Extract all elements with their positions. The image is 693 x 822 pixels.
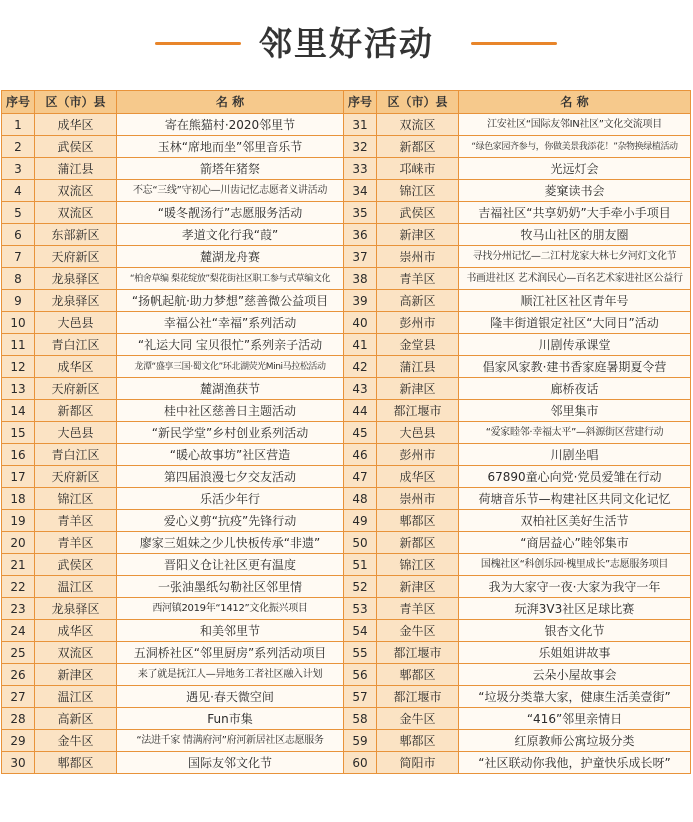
row-number: 18 — [2, 488, 35, 510]
row-district: 郫都区 — [377, 510, 459, 532]
row-district: 新津区 — [377, 224, 459, 246]
row-number: 9 — [2, 290, 35, 312]
table-row — [2, 730, 691, 752]
row-district: 温江区 — [35, 576, 117, 598]
row-number: 21 — [2, 554, 35, 576]
row-activity-name: 倡家风家教·建书香家庭暑期夏令营 — [459, 356, 691, 378]
row-activity-name: 西河镇2019年“1412”文化振兴项目 — [117, 598, 344, 620]
row-activity-name: 牧马山社区的朋友圈 — [459, 224, 691, 246]
row-number: 25 — [2, 642, 35, 664]
row-activity-name: 银杏文化节 — [459, 620, 691, 642]
row-district: 双流区 — [35, 642, 117, 664]
row-number: 36 — [344, 224, 377, 246]
table-header-row — [2, 91, 691, 114]
row-district: 高新区 — [377, 290, 459, 312]
row-district: 青白江区 — [35, 334, 117, 356]
table-row — [2, 114, 691, 136]
row-district: 青羊区 — [377, 598, 459, 620]
row-number: 23 — [2, 598, 35, 620]
row-number: 56 — [344, 664, 377, 686]
col-header-number: 序号 — [344, 91, 377, 114]
row-activity-name: “礼运大同 宝贝很忙”系列亲子活动 — [117, 334, 344, 356]
row-activity-name: 光远灯会 — [459, 158, 691, 180]
row-district: 双流区 — [377, 114, 459, 136]
row-number: 6 — [2, 224, 35, 246]
row-number: 3 — [2, 158, 35, 180]
row-activity-name: 和美邻里节 — [117, 620, 344, 642]
row-activity-name: “绿色家园齐参与，你做美景我添花！”杂物换绿植活动 — [459, 136, 691, 158]
row-district: 金牛区 — [377, 620, 459, 642]
row-number: 26 — [2, 664, 35, 686]
row-activity-name: 一张油墨纸勾勒社区邻里情 — [117, 576, 344, 598]
row-activity-name: 乐姐姐讲故事 — [459, 642, 691, 664]
row-activity-name: 吉福社区“共享奶奶”大手牵小手项目 — [459, 202, 691, 224]
row-district: 新都区 — [377, 532, 459, 554]
row-number: 38 — [344, 268, 377, 290]
page-header — [0, 0, 693, 82]
row-activity-name: 来了就是抚江人—异地务工者社区融入计划 — [117, 664, 344, 686]
row-number: 2 — [2, 136, 35, 158]
row-district: 锦江区 — [377, 554, 459, 576]
row-number: 32 — [344, 136, 377, 158]
table-row — [2, 510, 691, 532]
row-district: 天府新区 — [35, 378, 117, 400]
row-number: 52 — [344, 576, 377, 598]
row-number: 44 — [344, 400, 377, 422]
table-row — [2, 180, 691, 202]
table-row — [2, 268, 691, 290]
row-district: 青羊区 — [377, 268, 459, 290]
row-activity-name: 五洞桥社区“邻里厨房”系列活动项目 — [117, 642, 344, 664]
table-row — [2, 224, 691, 246]
row-activity-name: 国际友邻文化节 — [117, 752, 344, 774]
row-district: 都江堰市 — [377, 642, 459, 664]
row-district: 郫都区 — [35, 752, 117, 774]
row-district: 新都区 — [377, 136, 459, 158]
row-activity-name: 寄在熊猫村·2020邻里节 — [117, 114, 344, 136]
table-row — [2, 444, 691, 466]
row-activity-name: 孝道文化行我“葭” — [117, 224, 344, 246]
row-number: 54 — [344, 620, 377, 642]
row-activity-name: 幸福公社“幸福”系列活动 — [117, 312, 344, 334]
row-activity-name: 红原教师公寓垃圾分类 — [459, 730, 691, 752]
row-district: 双流区 — [35, 202, 117, 224]
row-district: 青羊区 — [35, 532, 117, 554]
row-activity-name: “社区联动你我他，护童快乐成长呀” — [459, 752, 691, 774]
row-district: 新都区 — [35, 400, 117, 422]
table-row — [2, 554, 691, 576]
row-activity-name: 我为大家守一夜·大家为我守一年 — [459, 576, 691, 598]
row-district: 武侯区 — [35, 136, 117, 158]
col-header-name: 名 称 — [459, 91, 691, 114]
row-district: 成华区 — [35, 356, 117, 378]
row-number: 30 — [2, 752, 35, 774]
row-number: 58 — [344, 708, 377, 730]
table-row — [2, 290, 691, 312]
row-number: 27 — [2, 686, 35, 708]
table-row — [2, 686, 691, 708]
row-district: 简阳市 — [377, 752, 459, 774]
row-activity-name: 菱窠读书会 — [459, 180, 691, 202]
row-activity-name: 书画进社区 艺术润民心—百名艺术家进社区公益行 — [459, 268, 691, 290]
row-activity-name: “爱家睦邻·幸福太平”—斜源街区营建行动 — [459, 422, 691, 444]
col-header-district: 区（市）县 — [377, 91, 459, 114]
row-district: 东部新区 — [35, 224, 117, 246]
row-activity-name: 龙潭“盛享三国·蜀文化”环北湖荧光Mini马拉松活动 — [117, 356, 344, 378]
row-activity-name: 麓湖龙舟赛 — [117, 246, 344, 268]
row-activity-name: “暖心故事坊”社区营造 — [117, 444, 344, 466]
row-activity-name: “暖冬靓汤行”志愿服务活动 — [117, 202, 344, 224]
row-number: 34 — [344, 180, 377, 202]
row-district: 大邑县 — [35, 312, 117, 334]
row-activity-name: 廖家三姐妹之少儿快板传承“非遗” — [117, 532, 344, 554]
row-activity-name: 隆丰街道银定社区“大同日”活动 — [459, 312, 691, 334]
row-district: 郫都区 — [377, 664, 459, 686]
table-row — [2, 400, 691, 422]
row-district: 都江堰市 — [377, 400, 459, 422]
table-row — [2, 576, 691, 598]
row-district: 大邑县 — [35, 422, 117, 444]
row-number: 45 — [344, 422, 377, 444]
col-header-number: 序号 — [2, 91, 35, 114]
row-number: 51 — [344, 554, 377, 576]
row-district: 成华区 — [35, 620, 117, 642]
row-district: 天府新区 — [35, 246, 117, 268]
activities-table — [1, 90, 691, 774]
row-number: 49 — [344, 510, 377, 532]
row-activity-name: “柏舍草编 梨花绽放”梨花街社区职工参与式草编文化 — [117, 268, 344, 290]
row-number: 47 — [344, 466, 377, 488]
row-activity-name: “新民学堂”乡村创业系列活动 — [117, 422, 344, 444]
row-number: 31 — [344, 114, 377, 136]
table-row — [2, 136, 691, 158]
row-district: 蒲江县 — [377, 356, 459, 378]
row-number: 46 — [344, 444, 377, 466]
table-row — [2, 356, 691, 378]
table-row — [2, 642, 691, 664]
row-activity-name: 邻里集市 — [459, 400, 691, 422]
table-row — [2, 488, 691, 510]
row-number: 10 — [2, 312, 35, 334]
row-activity-name: “法进千家 情满府河”府河新居社区志愿服务 — [117, 730, 344, 752]
row-number: 42 — [344, 356, 377, 378]
row-number: 24 — [2, 620, 35, 642]
row-number: 22 — [2, 576, 35, 598]
row-activity-name: 玉林“席地而坐”邻里音乐节 — [117, 136, 344, 158]
row-activity-name: 顺江社区社区青年号 — [459, 290, 691, 312]
row-number: 20 — [2, 532, 35, 554]
row-activity-name: “商居益心”睦邻集市 — [459, 532, 691, 554]
row-number: 43 — [344, 378, 377, 400]
row-district: 成华区 — [35, 114, 117, 136]
row-number: 59 — [344, 730, 377, 752]
row-number: 11 — [2, 334, 35, 356]
row-district: 高新区 — [35, 708, 117, 730]
table-row — [2, 422, 691, 444]
row-activity-name: 荷塘音乐节—构建社区共同文化记忆 — [459, 488, 691, 510]
row-number: 37 — [344, 246, 377, 268]
row-district: 新津区 — [35, 664, 117, 686]
row-district: 彭州市 — [377, 444, 459, 466]
table-row — [2, 752, 691, 774]
title-decor-line-right — [471, 42, 557, 45]
row-district: 青羊区 — [35, 510, 117, 532]
row-activity-name: “扬帆起航·助力梦想”慈善微公益项目 — [117, 290, 344, 312]
row-activity-name: 国槐社区“科创乐园·槐里成长”志愿服务项目 — [459, 554, 691, 576]
row-activity-name: 玩湃3V3社区足球比赛 — [459, 598, 691, 620]
table-row — [2, 466, 691, 488]
row-district: 郫都区 — [377, 730, 459, 752]
table-row — [2, 620, 691, 642]
table-row — [2, 532, 691, 554]
table-row — [2, 158, 691, 180]
row-activity-name: 爱心义剪“抗疫”先锋行动 — [117, 510, 344, 532]
row-district: 锦江区 — [35, 488, 117, 510]
page-title: 邻里好活动 — [259, 24, 434, 63]
row-activity-name: 双柏社区美好生活节 — [459, 510, 691, 532]
row-district: 都江堰市 — [377, 686, 459, 708]
row-district: 金堂县 — [377, 334, 459, 356]
row-district: 大邑县 — [377, 422, 459, 444]
row-number: 7 — [2, 246, 35, 268]
row-number: 57 — [344, 686, 377, 708]
row-district: 邛崃市 — [377, 158, 459, 180]
row-district: 温江区 — [35, 686, 117, 708]
row-activity-name: 廊桥夜话 — [459, 378, 691, 400]
row-district: 龙泉驿区 — [35, 268, 117, 290]
row-number: 4 — [2, 180, 35, 202]
row-activity-name: 遇见·春天微空间 — [117, 686, 344, 708]
row-activity-name: 川剧传承课堂 — [459, 334, 691, 356]
row-activity-name: 寻找分州记忆—二江村龙家大林七夕河灯文化节 — [459, 246, 691, 268]
row-activity-name: 云朵小屋故事会 — [459, 664, 691, 686]
row-district: 青白江区 — [35, 444, 117, 466]
table-row — [2, 202, 691, 224]
row-number: 28 — [2, 708, 35, 730]
row-district: 金牛区 — [35, 730, 117, 752]
row-district: 成华区 — [377, 466, 459, 488]
row-number: 16 — [2, 444, 35, 466]
row-number: 19 — [2, 510, 35, 532]
row-activity-name: 乐活少年行 — [117, 488, 344, 510]
row-district: 锦江区 — [377, 180, 459, 202]
row-number: 8 — [2, 268, 35, 290]
row-number: 33 — [344, 158, 377, 180]
row-activity-name: 第四届浪漫七夕交友活动 — [117, 466, 344, 488]
row-number: 53 — [344, 598, 377, 620]
row-district: 崇州市 — [377, 246, 459, 268]
row-number: 41 — [344, 334, 377, 356]
row-number: 48 — [344, 488, 377, 510]
table-row — [2, 664, 691, 686]
col-header-district: 区（市）县 — [35, 91, 117, 114]
row-number: 17 — [2, 466, 35, 488]
col-header-name: 名 称 — [117, 91, 344, 114]
row-number: 5 — [2, 202, 35, 224]
row-number: 1 — [2, 114, 35, 136]
row-district: 新津区 — [377, 576, 459, 598]
row-activity-name: “垃圾分类靠大家，健康生活美壹街” — [459, 686, 691, 708]
table-row — [2, 334, 691, 356]
row-activity-name: Fun市集 — [117, 708, 344, 730]
row-activity-name: 67890童心向党·党员爱雏在行动 — [459, 466, 691, 488]
row-activity-name: 麓湖渔获节 — [117, 378, 344, 400]
row-district: 新津区 — [377, 378, 459, 400]
row-district: 武侯区 — [35, 554, 117, 576]
row-number: 39 — [344, 290, 377, 312]
row-number: 13 — [2, 378, 35, 400]
row-number: 14 — [2, 400, 35, 422]
row-activity-name: 桂中社区慈善日主题活动 — [117, 400, 344, 422]
table-row — [2, 312, 691, 334]
row-district: 龙泉驿区 — [35, 290, 117, 312]
row-number: 50 — [344, 532, 377, 554]
row-number: 12 — [2, 356, 35, 378]
table-row — [2, 598, 691, 620]
row-district: 金牛区 — [377, 708, 459, 730]
row-district: 崇州市 — [377, 488, 459, 510]
row-activity-name: 箭塔年猪祭 — [117, 158, 344, 180]
row-number: 60 — [344, 752, 377, 774]
table-row — [2, 708, 691, 730]
row-district: 双流区 — [35, 180, 117, 202]
row-number: 15 — [2, 422, 35, 444]
row-district: 彭州市 — [377, 312, 459, 334]
table-row — [2, 378, 691, 400]
row-activity-name: 晋阳义仓让社区更有温度 — [117, 554, 344, 576]
row-number: 40 — [344, 312, 377, 334]
row-number: 55 — [344, 642, 377, 664]
row-activity-name: 不忘“三线”守初心—川齿记忆志愿者义讲活动 — [117, 180, 344, 202]
row-number: 29 — [2, 730, 35, 752]
table-row — [2, 246, 691, 268]
row-district: 武侯区 — [377, 202, 459, 224]
row-activity-name: 江安社区“国际友邻IN社区”文化交流项目 — [459, 114, 691, 136]
row-number: 35 — [344, 202, 377, 224]
row-district: 龙泉驿区 — [35, 598, 117, 620]
row-district: 天府新区 — [35, 466, 117, 488]
row-district: 蒲江县 — [35, 158, 117, 180]
row-activity-name: 川剧坐唱 — [459, 444, 691, 466]
row-activity-name: “416”邻里亲情日 — [459, 708, 691, 730]
